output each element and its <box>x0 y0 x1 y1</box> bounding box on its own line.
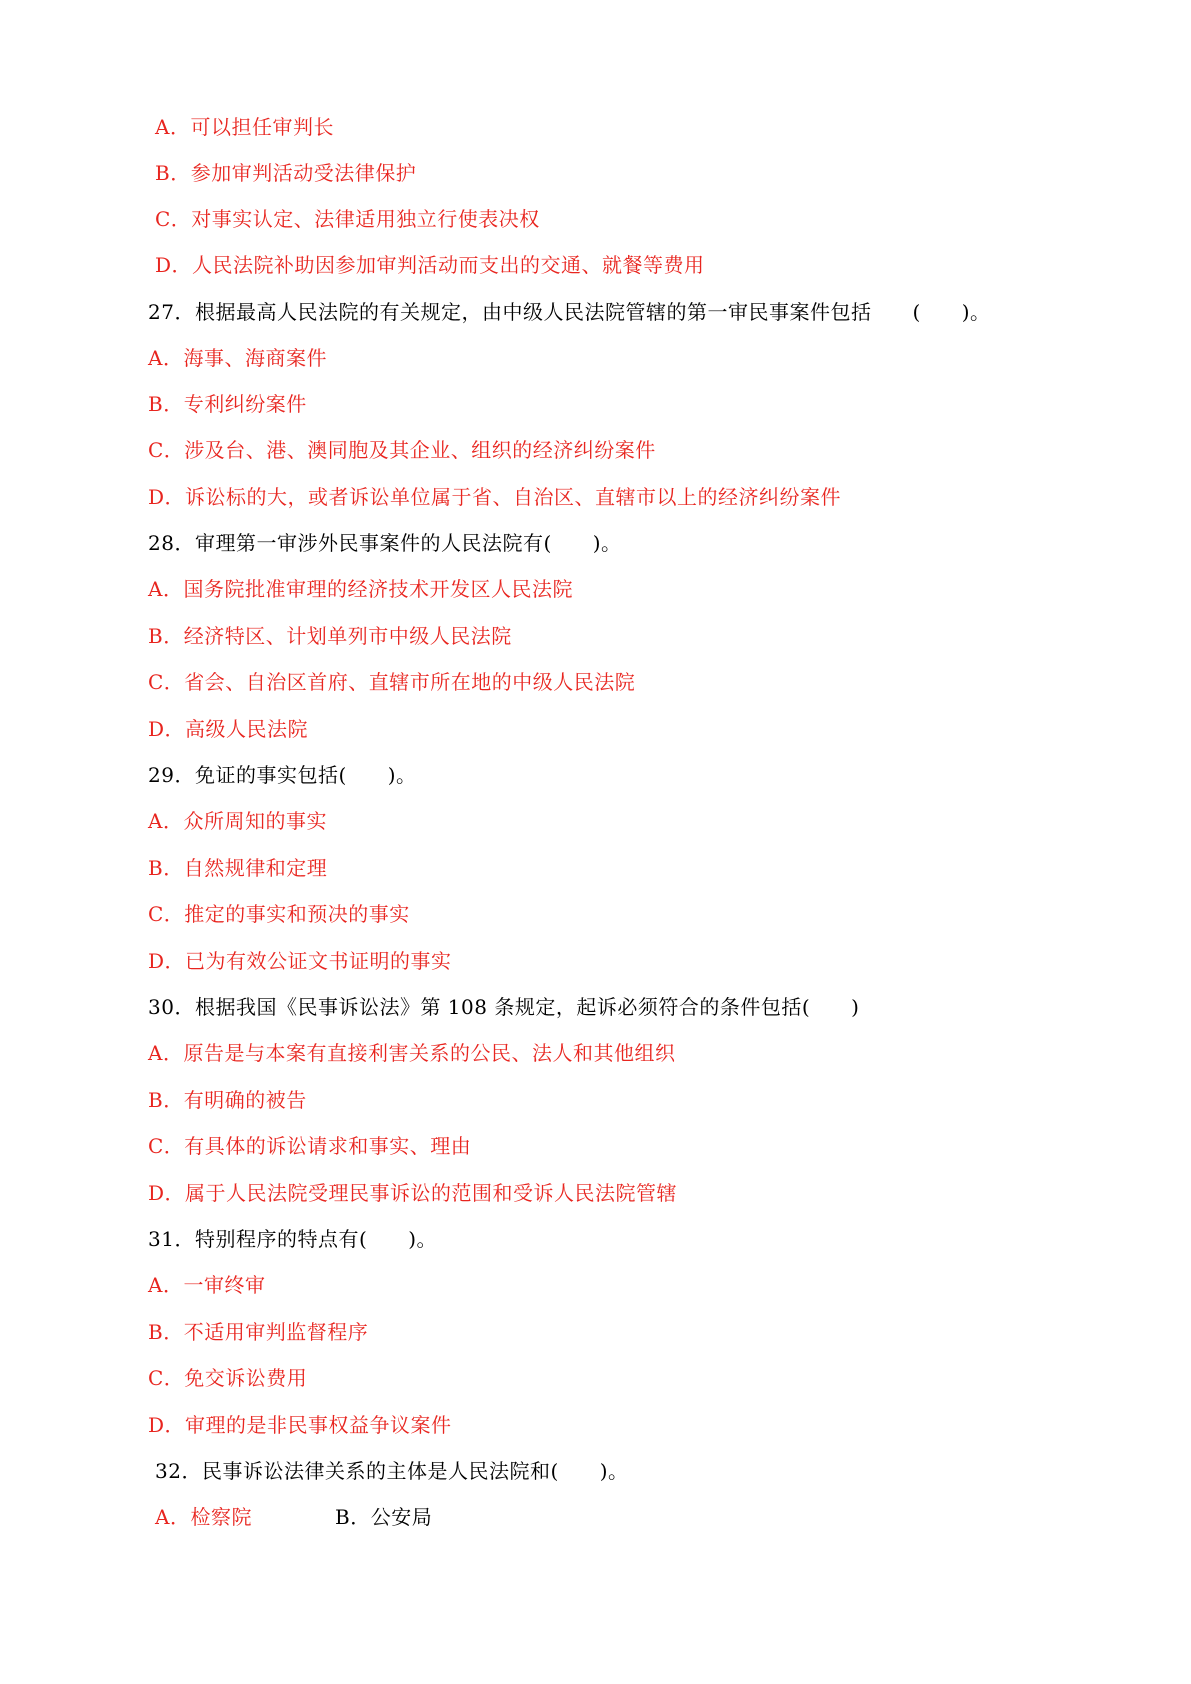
q27-option-b: B．专利纠纷案件 <box>148 392 307 416</box>
question-31: 31．特别程序的特点有( )。 <box>148 1227 438 1251</box>
q28-option-a: A．国务院批准审理的经济技术开发区人民法院 <box>148 577 573 601</box>
q29-option-d: D．已为有效公证文书证明的事实 <box>148 949 452 973</box>
q29-option-a: A．众所周知的事实 <box>148 809 327 833</box>
q28-option-b: B．经济特区、计划单列市中级人民法院 <box>148 624 512 648</box>
q30-option-c: C．有具体的诉讼请求和事实、理由 <box>148 1134 472 1158</box>
option-d: D．人民法院补助因参加审判活动而支出的交通、就餐等费用 <box>155 253 705 277</box>
q28-option-d: D．高级人民法院 <box>148 717 309 741</box>
q27-option-c: C．涉及台、港、澳同胞及其企业、组织的经济纠纷案件 <box>148 438 656 462</box>
q31-option-b: B．不适用审判监督程序 <box>148 1320 369 1344</box>
question-30: 30．根据我国《民事诉讼法》第 108 条规定，起诉必须符合的条件包括( ) <box>148 995 860 1019</box>
q31-option-d: D．审理的是非民事权益争议案件 <box>148 1413 452 1437</box>
q32-option-a: A．检察院 <box>155 1505 252 1529</box>
q32-options-row <box>155 1502 555 1532</box>
q30-option-b: B．有明确的被告 <box>148 1088 307 1112</box>
q30-option-d: D．属于人民法院受理民事诉讼的范围和受诉人民法院管辖 <box>148 1181 678 1205</box>
question-32: 32．民事诉讼法律关系的主体是人民法院和( )。 <box>155 1459 629 1483</box>
question-29: 29．免证的事实包括( )。 <box>148 763 417 787</box>
option-b: B．参加审判活动受法律保护 <box>155 161 417 185</box>
q29-option-c: C．推定的事实和预决的事实 <box>148 902 410 926</box>
q31-option-c: C．免交诉讼费用 <box>148 1366 308 1390</box>
q30-option-a: A．原告是与本案有直接利害关系的公民、法人和其他组织 <box>148 1041 676 1065</box>
question-27: 27．根据最高人民法院的有关规定，由中级人民法院管辖的第一审民事案件包括 ( )。 <box>148 300 991 324</box>
q27-option-d: D．诉讼标的大，或者诉讼单位属于省、自治区、直辖市以上的经济纠纷案件 <box>148 485 842 509</box>
q27-option-a: A．海事、海商案件 <box>148 346 327 370</box>
q31-option-a: A．一审终审 <box>148 1273 266 1297</box>
q32-option-b: B．公安局 <box>335 1505 433 1529</box>
option-a-can-be-presiding-judge: A．可以担任审判长 <box>155 115 334 139</box>
q29-option-b: B．自然规律和定理 <box>148 856 328 880</box>
question-28: 28．审理第一审涉外民事案件的人民法院有( )。 <box>148 531 622 555</box>
q28-option-c: C．省会、自治区首府、直辖市所在地的中级人民法院 <box>148 670 636 694</box>
option-c: C．对事实认定、法律适用独立行使表决权 <box>155 207 540 231</box>
